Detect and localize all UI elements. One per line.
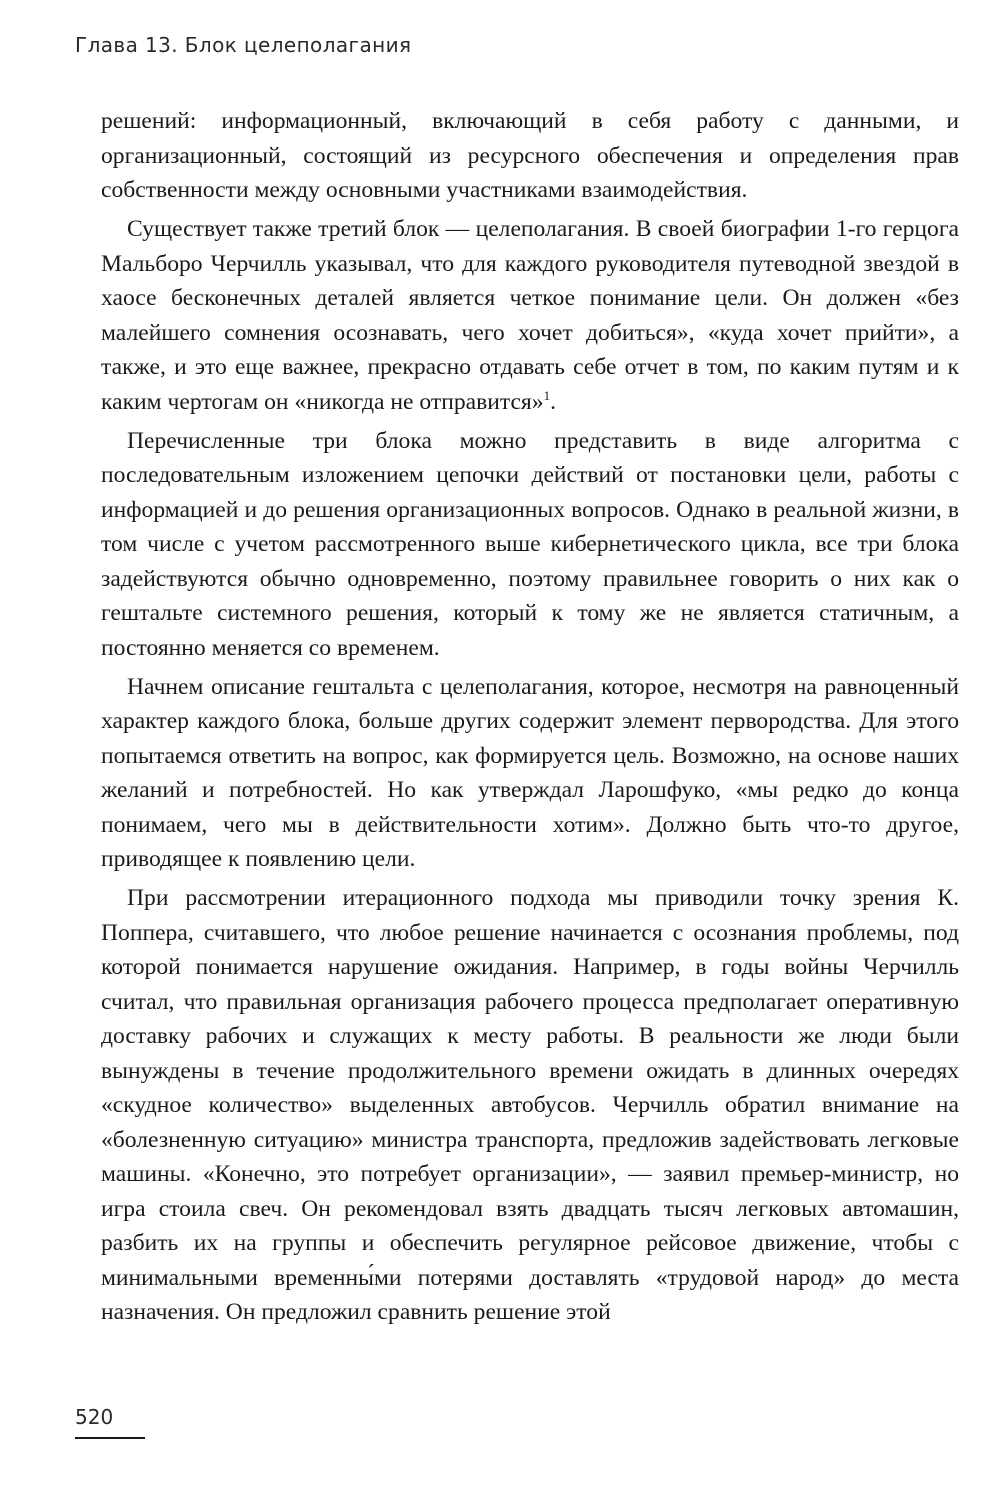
paragraph: Перечисленные три блока можно представить в виде алгоритма с последовательным изложением цепочки действий от постановки цели, работы с информацией и до решения организационных вопросов. Однако в реальной жизни, в том числе с учетом рассмотренного выше кибернетического цикла, все три блока задействуются обычно одновременно, поэтому правильнее говорить о них как о гештальте системного решения, который к тому же не является статичным, а постоянно меняется со временем.	[101, 427, 959, 661]
paragraph: решений: информационный, включающий в себя работу с данными, и организационный, состоящий из ресурсного обеспечения и определения прав собственности между основными участниками взаимодействия.	[101, 108, 959, 203]
page-number: 520	[75, 1405, 114, 1429]
body-text	[101, 104, 959, 1330]
page-number-rule	[75, 1437, 145, 1439]
paragraph	[101, 212, 959, 419]
paragraph: Начнем описание гештальта с целеполагания, которое, несмотря на равноценный характер каждого блока, больше других содержит элемент первородства. Для этого попытаемся ответить на вопрос, как формируется цель. Возможно, на основе наших желаний и потребностей. Но как утверждал Ларошфуко, «мы редко до конца понимаем, чего мы в действительности хотим». Должно быть что-то другое, приводящее к появлению цели.	[101, 673, 959, 872]
footnote-reference: 1	[543, 387, 551, 403]
paragraph: При рассмотрении итерационного подхода мы приводили точку зрения К. Поппера, считавшего, что любое решение начинается с осознания проблемы, под которой понимается нарушение ожидания. Например, в годы войны Черчилль считал, что правильная организация рабочего процесса предполагает оперативную доставку рабочих и служащих к месту работы. В реальности же люди были вынуждены в течение продолжительного времени ожидать в длинных очередях «скудное количество» выделенных автобусов. Черчилль обратил внимание на «болезненную ситуацию» министра транспорта, предложив задействовать легковые машины. «Конечно, это потребует организации», — заявил премьер-министр, но игра стоила свеч. Он рекомендовал взять двадцать тысяч легковых автомашин, разбить их на группы и обеспечить регулярное рейсовое движение, чтобы с минимальными временны́ми потерями доставлять «трудовой народ» до места назначения. Он предложил сравнить решение этой	[101, 885, 959, 1325]
paragraph-text: Существует также третий блок — целеполагания. В своей биографии 1-го герцога Мальборо Черчилль указывал, что для каждого руководителя путеводной звездой в хаосе бесконечных деталей является четкое понимание цели. Он должен «без малейшего сомнения осознавать, чего хочет добиться», «куда хочет прийти», а также, и это еще важнее, прекрасно отдавать себе отчет в том, по каким путям и к каким чертогам он «никогда не отправится»	[101, 216, 959, 415]
paragraph-tail: .	[550, 388, 556, 415]
running-head: Глава 13. Блок целеполагания	[75, 33, 412, 57]
